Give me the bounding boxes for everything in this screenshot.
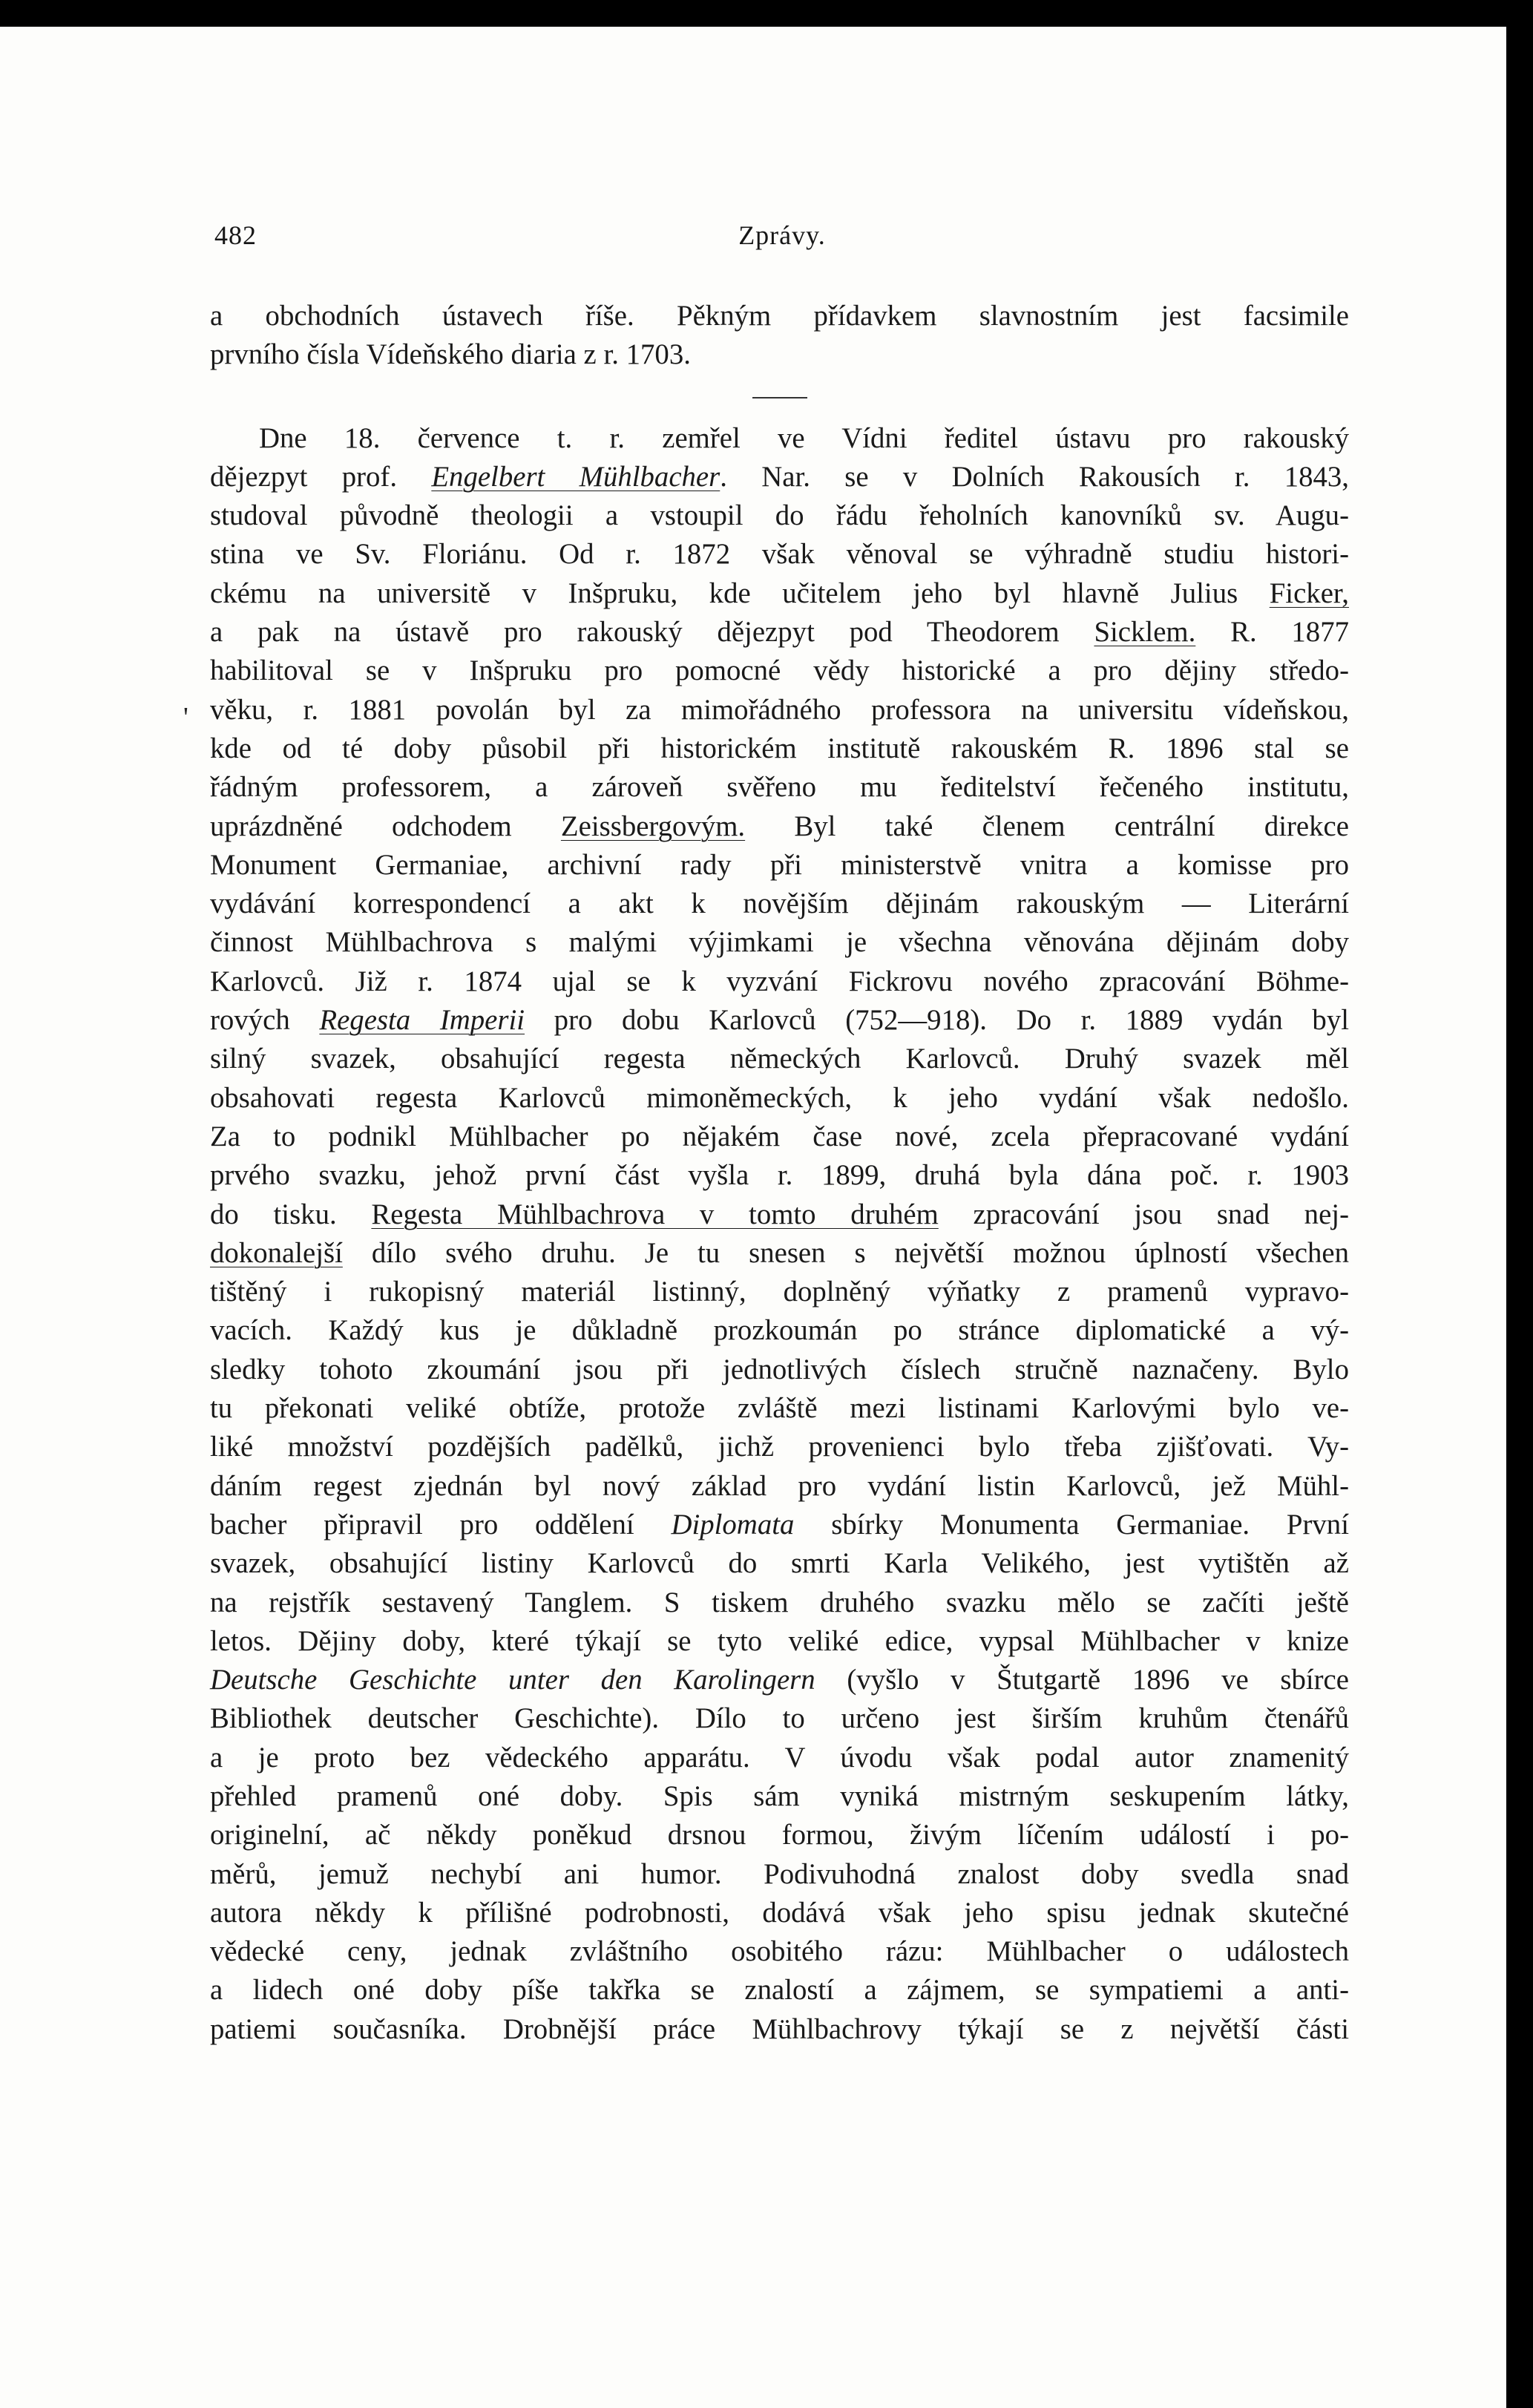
text-line: obsahovati regesta Karlovců mimoněmeckých, k jeho vydání však nedošlo.	[210, 1081, 1349, 1114]
text-line: tištěný i rukopisný materiál listinný, doplněný výňatky z pramenů vypravo-	[210, 1276, 1349, 1308]
text-line: vědecké ceny, jednak zvláštního osobitého rázu: Mühlbacher o událostech	[210, 1935, 1349, 1968]
text-line: patiemi současníka. Drobnější práce Mühlbachrovy týkají se z největší části	[210, 2012, 1349, 2045]
page-number: 482	[214, 220, 257, 250]
page-header	[214, 220, 1350, 264]
text-line: a je proto bez vědeckého apparátu. V úvodu však podal autor znamenitý	[210, 1741, 1349, 1774]
text-line: uprázdněné odchodem Zeissbergovým. Byl také členem centrální direkce	[210, 810, 1349, 842]
text-line: do tisku. Regesta Mühlbachrova v tomto druhém zpracování jsou snad nej-	[210, 1198, 1349, 1230]
running-head: Zprávy.	[738, 220, 826, 250]
text-line: silný svazek, obsahující regesta německých Karlovců. Druhý svazek měl	[210, 1043, 1349, 1075]
text-line: dějezpyt prof. Engelbert Mühlbacher. Nar. se v Dolních Rakousích r. 1843,	[210, 460, 1349, 493]
text-line: prvého svazku, jehož první část vyšla r. 1899, druhá byla dána poč. r. 1903	[210, 1159, 1349, 1192]
text-line: dokonalejší dílo svého druhu. Je tu snesen s největší možnou úplností všechen	[210, 1236, 1349, 1269]
text-line: činnost Mühlbachrova s malými výjimkami je všechna věnována dějinám doby	[210, 926, 1349, 959]
text-line: habilitoval se v Inšpruku pro pomocné vědy historické a pro dějiny středo-	[210, 655, 1349, 687]
text-line: přehled pramenů oné doby. Spis sám vyniká mistrným seskupením látky,	[210, 1779, 1349, 1812]
text-line: Monument Germaniae, archivní rady při ministerstvě vnitra a komisse pro	[210, 848, 1349, 881]
text-line: měrů, jemuž nechybí ani humor. Podivuhodná znalost doby svedla snad	[210, 1857, 1349, 1890]
text-line: originelní, ač někdy poněkud drsnou formou, živým líčením událostí i po-	[210, 1819, 1349, 1851]
text-line: studoval původně theologii a vstoupil do řádu řeholních kanovníků sv. Augu-	[210, 499, 1349, 532]
text-line: a obchodních ústavech říše. Pěkným přídavkem slavnostním jest facsimile	[210, 300, 1349, 332]
margin-mark: '	[183, 702, 188, 733]
text-line: věku, r. 1881 povolán byl za mimořádného professora na universitu vídeňskou,	[210, 693, 1349, 726]
text-line: svazek, obsahující listiny Karlovců do smrti Karla Velikého, jest vytištěn až	[210, 1547, 1349, 1580]
text-line: na rejstřík sestavený Tanglem. S tiskem druhého svazku mělo se začíti ještě	[210, 1586, 1349, 1618]
text-line: tu překonati veliké obtíže, protože zvláště mezi listinami Karlovými bylo ve-	[210, 1392, 1349, 1425]
text-line: vacích. Každý kus je důkladně prozkoumán po stránce diplomatické a vý-	[210, 1314, 1349, 1347]
text-line: Karlovců. Již r. 1874 ujal se k vyzvání Fickrovu nového zpracování Böhme-	[210, 965, 1349, 997]
text-line: Bibliothek deutscher Geschichte). Dílo to určeno jest širším kruhům čtenářů	[210, 1702, 1349, 1735]
text-line: Deutsche Geschichte unter den Karolingern (vyšlo v Štutgartě 1896 ve sbírce	[210, 1664, 1349, 1696]
text-line: stina ve Sv. Floriánu. Od r. 1872 však věnoval se výhradně studiu histori-	[210, 538, 1349, 571]
paragraph-facsimile	[210, 297, 1349, 375]
text-line: a lidech oné doby píše takřka se znalostí a zájmem, se sympatiemi a anti-	[210, 1974, 1349, 2007]
paragraph-obituary	[210, 419, 1349, 2049]
text-line: vydávání korrespondencí a akt k novějším dějinám rakouským — Literární	[210, 888, 1349, 920]
text-line: letos. Dějiny doby, které týkají se tyto veliké edice, vypsal Mühlbacher v knize	[210, 1624, 1349, 1657]
series-title: Diplomata	[671, 1508, 795, 1541]
text-line: bacher připravil pro oddělení Diplomata sbírky Monumenta Germaniae. První	[210, 1508, 1349, 1541]
text-line: liké množství pozdějších padělků, jichž provenienci bylo třeba zjišťovati. Vy-	[210, 1431, 1349, 1463]
text-line: rových Regesta Imperii pro dobu Karlovců (752—918). Do r. 1889 vydán byl	[210, 1004, 1350, 1037]
book-title: Deutsche Geschichte unter den Karolingern	[210, 1664, 815, 1696]
scan-edge	[1506, 27, 1533, 2408]
text-line: prvního čísla Vídeňského diaria z r. 1703.	[210, 338, 691, 371]
text-line: a pak na ústavě pro rakouský dějezpyt pod Theodorem Sicklem. R. 1877	[210, 616, 1349, 649]
person-name: Engelbert Mühlbacher	[431, 460, 720, 493]
book-title: Regesta Imperii	[319, 1004, 525, 1037]
text-line: autora někdy k přílišné podrobnosti, dodává však jeho spisu jednak skutečné	[210, 1896, 1349, 1929]
text-line: Dne 18. července t. r. zemřel ve Vídni ředitel ústavu pro rakouský	[259, 421, 1349, 454]
text-line: Za to podnikl Mühlbacher po nějakém čase nové, zcela přepracované vydání	[210, 1120, 1349, 1152]
page-body	[210, 297, 1349, 2049]
text-line: dáním regest zjednán byl nový základ pro vydání listin Karlovců, jež Mühl-	[210, 1469, 1349, 1502]
section-divider	[752, 397, 807, 398]
text-line: kde od té doby působil při historickém institutě rakouském R. 1896 stal se	[210, 732, 1349, 764]
text-line: ckému na universitě v Inšpruku, kde učitelem jeho byl hlavně Julius Ficker,	[210, 577, 1349, 609]
text-line: sledky tohoto zkoumání jsou při jednotlivých číslech stručně naznačeny. Bylo	[210, 1353, 1349, 1385]
text-line: řádným professorem, a zároveň svěřeno mu ředitelství řečeného institutu,	[210, 771, 1349, 804]
